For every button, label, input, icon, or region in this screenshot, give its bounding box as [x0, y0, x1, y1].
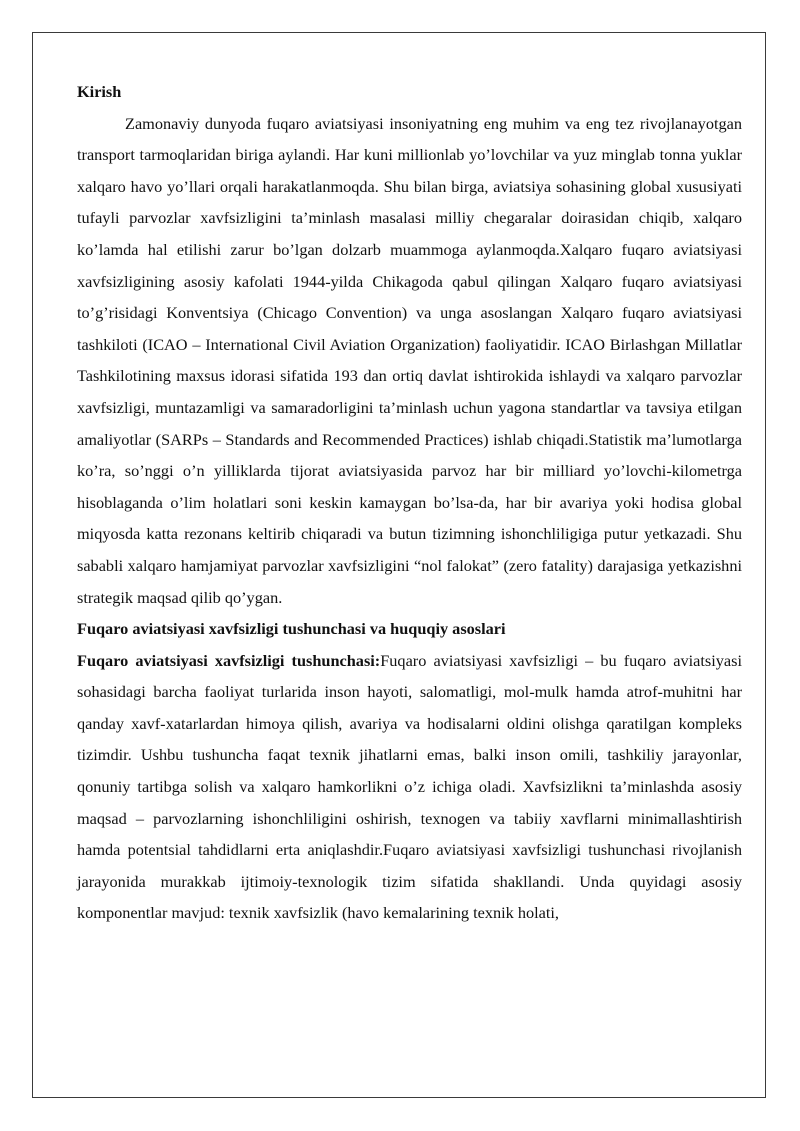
- section-heading: Kirish: [77, 82, 122, 101]
- concept-text: Fuqaro aviatsiyasi xavfsizligi – bu fuqaro aviatsiyasi sohasidagi barcha faoliyat turlarida inson hayoti, salomatligi, mol-mulk hamda atrof-muhitni har qanday xavf-xatarlardan himoya qilish, avariya va hodisalarni oldini olishga qaratilgan kompleks tizimdir. Ushbu tushuncha faqat texnik jihatlarni emas, balki inson omili, tashkiliy jarayonlar, qonuniy tartibga solish va xalqaro hamkorlikni o’z ichiga oladi. Xavfsizlikni ta’minlashda asosiy maqsad – parvozlarning ishonchliligini oshirish, texnogen va tabiiy xavflarni minimallashtirish hamda potentsial tahdidlarni erta aniqlashdir.Fuqaro aviatsiyasi xavfsizligi tushunchasi rivojlanish jarayonida murakkab ijtimoiy-texnologik tizim sifatida shakllandi. Unda quyidagi asosiy komponentlar mavjud: texnik xavfsizlik (havo kemalarining texnik holati,: [77, 650, 742, 923]
- section-title: Fuqaro aviatsiyasi xavfsizligi tushunchasi va huquqiy asoslari: [77, 619, 506, 639]
- document-body: [77, 76, 742, 929]
- concept-paragraph: [77, 645, 742, 929]
- concept-label: Fuqaro aviatsiyasi xavfsizligi tushunchasi:: [77, 650, 381, 670]
- intro-paragraph: Zamonaviy dunyoda fuqaro aviatsiyasi insoniyatning eng muhim va eng tez rivojlanayotgan transport tarmoqlaridan biriga aylandi. Har kuni millionlab yo’lovchilar va yuz minglab tonna yuklar xalqaro havo yo’llari orqali harakatlanmoqda. Shu bilan birga, aviatsiya sohasining global xususiyati tufayli parvozlar xavfsizligini ta’minlash masalasi milliy chegaralar doirasidan chiqib, xalqaro ko’lamda hal etilishi zarur bo’lgan dolzarb muammoga aylanmoqda.Xalqaro fuqaro aviatsiyasi xavfsizligining asosiy kafolati 1944-yilda Chikagoda qabul qilingan Xalqaro fuqaro aviatsiyasi to’g’risidagi Konventsiya (Chicago Convention) va unga asoslangan Xalqaro fuqaro aviatsiyasi tashkiloti (ICAO – International Civil Aviation Organization) faoliyatidir. ICAO Birlashgan Millatlar Tashkilotining maxsus idorasi sifatida 193 dan ortiq davlat ishtirokida ishlaydi va xalqaro parvozlar xavfsizligi, muntazamligi va samaradorligini ta’minlash uchun yagona standartlar va tavsiya etilgan amaliyotlar (SARPs – Standards and Recommended Practices) ishlab chiqadi.Statistik ma’lumotlarga ko’ra, so’nggi o’n yilliklarda tijorat aviatsiyasida parvoz har bir milliard yo’lovchi-kilometrga hisoblaganda o’lim holatlari soni keskin kamaygan bo’lsa-da, har bir avariya yoki hodisa global miqyosda katta rezonans keltirib chiqaradi va butun tizimning ishonchliligiga putur yetkazadi. Shu sababli xalqaro hamjamiyat parvozlar xavfsizligini “nol falokat” (zero fatality) darajasiga yetkazishni strategik maqsad qilib qo’ygan.: [77, 113, 742, 607]
